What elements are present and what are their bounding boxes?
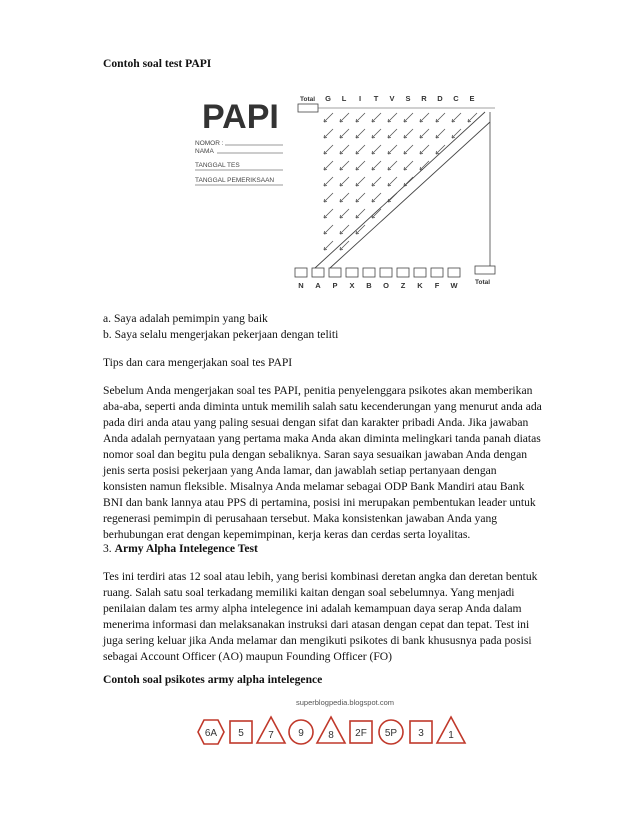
- column-letter-top: T: [373, 94, 379, 103]
- papi-logo: PAPI: [202, 98, 279, 136]
- column-letter-bottom: W: [450, 281, 458, 290]
- column-letter-top: G: [325, 94, 331, 103]
- label-nama: NAMA: [195, 148, 214, 155]
- shape-label: 7: [268, 730, 274, 741]
- column-letter-top: E: [469, 94, 475, 103]
- column-letter-top: L: [341, 94, 347, 103]
- paragraph-line: sebagai Account Officer (AO) maupun Founding Officer (FO): [103, 650, 393, 663]
- army-heading: [103, 541, 593, 557]
- label-tanggal-tes: TANGGAL TES: [195, 162, 240, 169]
- column-letter-bottom: X: [349, 281, 355, 290]
- total-bottom-label: Total: [475, 279, 491, 286]
- army-alpha-figure: [195, 696, 495, 752]
- column-letter-bottom: N: [298, 281, 304, 290]
- label-nomor: NOMOR :: [195, 140, 224, 147]
- label-tanggal-pemeriksaan: TANGGAL PEMERIKSAAN: [195, 177, 275, 184]
- paragraph-line: konsisten namun fleksible. Misalnya Anda melamar sebagai ODP Bank Mandiri atau Bank: [103, 480, 525, 493]
- column-letter-bottom: K: [417, 281, 423, 290]
- option-a: a. Saya adalah pemimpin yang baik: [103, 312, 268, 325]
- paragraph-line: juga sering keluar jika Anda melamar dan mengikuti psikotes di bank khususnya pada posisi: [103, 634, 532, 647]
- column-letter-top: R: [421, 94, 427, 103]
- paragraph-line: Anda adalah pernyataan yang pertama maka Anda akan diminta melingkari tanda panah diatas: [103, 432, 541, 445]
- paragraph-line: aba-aba, seperti anda diminta untuk memilih salah satu kecenderungan yang menurut anda ada: [103, 400, 542, 413]
- column-letter-bottom: P: [332, 281, 338, 290]
- heading-papi: Contoh soal test PAPI: [103, 57, 212, 70]
- column-letter-bottom: F: [434, 281, 440, 290]
- watermark: superblogpedia.blogspot.com: [296, 698, 394, 707]
- shape-label: 6A: [204, 728, 218, 739]
- option-b: b. Saya selalu mengerjakan pekerjaan dengan teliti: [103, 328, 339, 341]
- column-letter-bottom: B: [366, 281, 372, 290]
- column-letter-top: C: [453, 94, 459, 103]
- shape-label: 5: [238, 728, 244, 739]
- papi-answer-sheet-figure: [185, 88, 497, 296]
- paragraph-line: menerima informasi dan melaksanakan instruksi dari atasan dengan cepat dan tepat. Test ini: [103, 618, 530, 631]
- paragraph-line: ruang. Salah satu soal terkadang memiliki kaitan dengan soal sebelumnya. Yang menjadi: [103, 586, 515, 599]
- paragraph-line: nomor soal dan begitu pula dengan sebaliknya. Saran saya sesuaikan jawaban Anda dengan: [103, 448, 528, 461]
- column-letter-bottom: A: [315, 281, 321, 290]
- column-letter-bottom: Z: [400, 281, 406, 290]
- shape-label: 9: [298, 728, 304, 739]
- paragraph-line: berhubungan erat dengan kepemimpinan, kerja keras dan cerdas serta loyalitas.: [103, 528, 471, 541]
- paragraph-line: BNI dan bank lannya atau PPS di pertamina, posisi ini merupakan pembentukan leader untuk: [103, 496, 536, 509]
- shape-label: 1: [448, 730, 454, 741]
- column-letter-top: V: [389, 94, 395, 103]
- column-letter-bottom: O: [383, 281, 389, 290]
- total-top-label: Total: [300, 96, 316, 103]
- paragraph-line: regenerasi pemimpin di perusahaan tersebut. Maka konsistenkan jawaban Anda yang: [103, 512, 498, 525]
- shape-label: 3: [418, 728, 424, 739]
- paragraph-line: Sebelum Anda mengerjakan soal tes PAPI, penitia penyelenggara psikotes akan memberikan: [103, 384, 533, 397]
- shape-label: 5P: [384, 728, 398, 739]
- army-example-heading: Contoh soal psikotes army alpha intelegence: [103, 673, 323, 686]
- paragraph-line: penilaian dalam tes army alpha intelegence ini adalah kemampuan daya serap Anda dalam: [103, 602, 522, 615]
- column-letter-top: D: [437, 94, 443, 103]
- column-letter-top: S: [405, 94, 411, 103]
- paragraph-line: jenis serta posisi pekerjaan yang Anda lamar, dan jawablah setiap pertanyaan dengan: [103, 464, 497, 477]
- tips-title: Tips dan cara mengerjakan soal tes PAPI: [103, 356, 293, 369]
- column-letter-top: I: [358, 94, 362, 103]
- army-title: Army Alpha Intelegence Test: [114, 542, 258, 555]
- army-number: 3.: [103, 542, 115, 555]
- shape-label: 2F: [355, 728, 367, 739]
- paragraph-line: pada diri anda atau yang paling sesuai dengan sifat dan karakter pribadi Anda. Jika jawaban: [103, 416, 529, 429]
- paragraph-line: Tes ini terdiri atas 12 soal atau lebih, yang berisi kombinasi deretan angka dan deretan bentuk: [103, 570, 538, 583]
- shape-label: 8: [328, 730, 334, 741]
